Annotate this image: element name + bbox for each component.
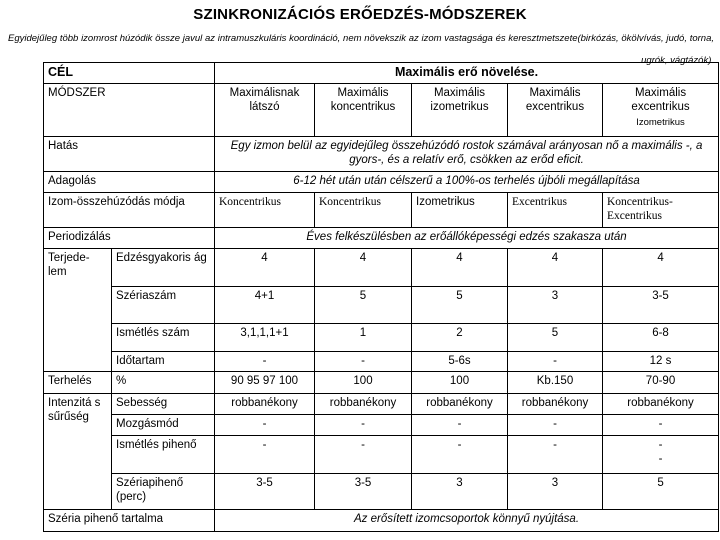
method-row [44,84,719,137]
goal-label: CÉL [44,63,215,84]
intensity-group-label: Intenzitá s sűrűség [44,394,112,510]
contraction-3: Izometrikus [412,193,508,228]
volume-3-3: 2 [412,324,508,352]
volume-3-4: 5 [508,324,603,352]
intensity-label-1: Sebesség [112,394,215,415]
load-sub: % [112,372,215,394]
method-5 [603,84,719,137]
effect-row [44,137,719,172]
intensity-4-3: 3 [412,474,508,510]
load-3: 100 [412,372,508,394]
intensity-1-2: robbanékony [315,394,412,415]
intensity-1-1: robbanékony [215,394,315,415]
method-1: Maximálisnak látszó [215,84,315,137]
intensity-4-2: 3-5 [315,474,412,510]
method-5-note: Izometrikus [636,117,685,128]
intensity-2-3: - [412,415,508,436]
intensity-3-5-value: - [658,439,663,451]
volume-label-1: Edzésgyakoris ág [112,249,215,287]
volume-group-label: Terjede-lem [44,249,112,372]
volume-row-3 [44,324,719,352]
intensity-label-2: Mozgásmód [112,415,215,436]
dosage-value: 6-12 hét után után célszerű a 100%-os terhelés újbóli megállapítása [215,172,719,193]
intensity-4-1: 3-5 [215,474,315,510]
contraction-2: Koncentrikus [315,193,412,228]
periodization-label: Periodizálás [44,228,215,249]
load-2: 100 [315,372,412,394]
rest-content-value: Az erősített izomcsoportok könnyű nyújtása. [215,510,719,532]
effect-label: Hatás [44,137,215,172]
intensity-1-3: robbanékony [412,394,508,415]
intensity-3-3: - [412,436,508,474]
method-label: MÓDSZER [44,84,215,137]
volume-row-2 [44,287,719,324]
volume-1-2: 4 [315,249,412,287]
intensity-row-2 [44,415,719,436]
method-5-label: Maximális excentrikus [631,87,690,113]
intensity-3-5 [603,436,719,474]
volume-4-3: 5-6s [412,352,508,372]
page-subtitle: Egyidejűleg több izomrost húzódik össze javul az intramuszkuláris koordináció, nem növekszik az izom vastagsága és keresztmetszete(birkózás, ökölvívás, judó, torna, ugrók, vágtázók). [8,33,714,66]
rest-content-row [44,510,719,532]
rest-content-label: Széria pihenő tartalma [44,510,215,532]
volume-3-1: 3,1,1,1+1 [215,324,315,352]
intensity-label-4: Szériapihenő (perc) [112,474,215,510]
dosage-row [44,172,719,193]
volume-label-2: Szériaszám [112,287,215,324]
volume-3-2: 1 [315,324,412,352]
load-4: Kb.150 [508,372,603,394]
effect-value: Egy izmon belül az egyidejűleg összehúzódó rostok számával arányosan nő a maximális -, a gyors-, és a relatív erő, csökken az erőd eficit. [215,137,719,172]
intensity-2-2: - [315,415,412,436]
dosage-label: Adagolás [44,172,215,193]
periodization-value: Éves felkészülésben az erőállóképességi edzés szakasza után [215,228,719,249]
intensity-1-5: robbanékony [603,394,719,415]
volume-row-4 [44,352,719,372]
volume-4-5: 12 s [603,352,719,372]
volume-1-4: 4 [508,249,603,287]
intensity-label-3: Ismétlés pihenő [112,436,215,474]
intensity-4-4: 3 [508,474,603,510]
volume-4-4: - [508,352,603,372]
contraction-5: Koncentrikus-Excentrikus [603,193,719,228]
volume-label-4: Időtartam [112,352,215,372]
load-5: 70-90 [603,372,719,394]
intensity-3-2: - [315,436,412,474]
page-title: SZINKRONIZÁCIÓS ERŐEDZÉS-MÓDSZEREK [193,6,527,23]
volume-1-3: 4 [412,249,508,287]
intensity-row-4 [44,474,719,510]
contraction-4: Excentrikus [508,193,603,228]
intensity-2-1: - [215,415,315,436]
method-3: Maximális izometrikus [412,84,508,137]
periodization-row [44,228,719,249]
contraction-1: Koncentrikus [215,193,315,228]
load-label: Terhelés [44,372,112,394]
goal-row [44,63,719,84]
intensity-2-4: - [508,415,603,436]
contraction-row [44,193,719,228]
load-row [44,372,719,394]
intensity-3-1: - [215,436,315,474]
load-1: 90 95 97 100 [215,372,315,394]
volume-4-1: - [215,352,315,372]
intensity-row-3 [44,436,719,474]
methods-table [43,62,719,532]
intensity-row-1 [44,394,719,415]
volume-1-5: 4 [603,249,719,287]
intensity-3-4: - [508,436,603,474]
volume-2-5: 3-5 [603,287,719,324]
volume-1-1: 4 [215,249,315,287]
method-4: Maximális excentrikus [508,84,603,137]
intensity-4-5: 5 [603,474,719,510]
method-2: Maximális koncentrikus [315,84,412,137]
goal-value: Maximális erő növelése. [215,63,719,84]
contraction-label: Izom-összehúzódás módja [44,193,215,228]
volume-label-3: Ismétlés szám [112,324,215,352]
volume-3-5: 6-8 [603,324,719,352]
intensity-2-5: - [603,415,719,436]
intensity-3-5-extra: - [658,453,663,465]
volume-2-2: 5 [315,287,412,324]
volume-4-2: - [315,352,412,372]
volume-row-1 [44,249,719,287]
intensity-1-4: robbanékony [508,394,603,415]
volume-2-4: 3 [508,287,603,324]
volume-2-1: 4+1 [215,287,315,324]
volume-2-3: 5 [412,287,508,324]
